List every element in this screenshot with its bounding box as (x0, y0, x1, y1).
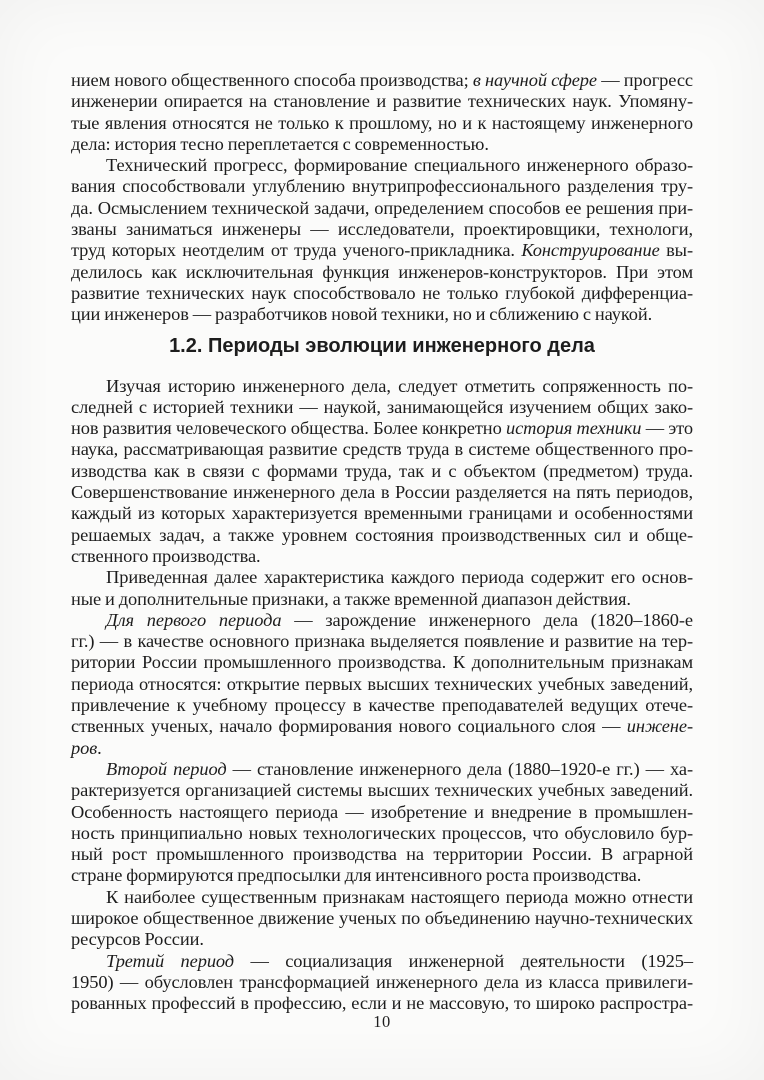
text-line (71, 674, 693, 695)
text-line (71, 397, 693, 418)
text-line (71, 759, 693, 780)
text-run: — это (641, 418, 693, 439)
text-line (71, 589, 693, 610)
text-run: стране формируются предпосылки для интенсивного роста производства. (71, 865, 642, 886)
text-run: — зарождение инженерного дела (1820–1860-е (281, 609, 693, 630)
text-line (71, 482, 693, 503)
text-run: нов развития человеческого общества. Более конкретно (71, 418, 506, 439)
text-run: делилось как исключительная функция инженеров-конструкторов. При этом (71, 261, 693, 282)
text-line (71, 418, 693, 439)
text-line (71, 738, 693, 759)
text-line (71, 929, 693, 950)
text-run: ность принципиально новых технологических процессов, что обусловило бур- (71, 822, 693, 843)
text-line (71, 951, 693, 972)
text-run: Приведенная далее характеристика каждого периода содержит его основ- (106, 567, 693, 588)
text-line (71, 546, 693, 567)
text-run: рактеризуется организацией системы высших технических учебных заведений. (71, 780, 693, 801)
text-line (71, 304, 693, 325)
text-line (71, 652, 693, 673)
text-line (71, 716, 693, 737)
text-run: дела: история тесно переплетается с современностью. (71, 133, 489, 154)
text-run: ресурсов России. (71, 929, 204, 950)
italic-text-run: история техники (505, 418, 642, 439)
text-run: — социализация инженерной деятельности (1925– (234, 950, 693, 971)
text-line (71, 461, 693, 482)
text-line (71, 631, 693, 652)
italic-text-run: ров (71, 737, 98, 758)
text-line (71, 908, 693, 929)
text-run: — прогресс (597, 70, 693, 90)
paragraph (71, 951, 693, 1015)
text-line (71, 844, 693, 865)
paragraph (71, 70, 693, 155)
text-run: тые явления относятся не только к прошлому, но и к настоящему инженерного (71, 112, 693, 133)
text-run: ные и дополнительные признаки, а также временной диапазон действия. (71, 588, 631, 609)
text-line (71, 610, 693, 631)
text-run: да. Осмыслением технической задачи, определением способов ее решения при- (71, 197, 693, 218)
text-run: 1950) — обусловлен трансформацией инженерного дела из класса привилеги- (71, 971, 693, 992)
text-run: широкое общественное движение ученых по объединению научно-технических (71, 907, 693, 928)
text-line (71, 780, 693, 801)
text-run: нием нового общественного способа производства; (71, 70, 473, 90)
text-line (71, 198, 693, 219)
text-run: ритории России промышленного производства. К дополнительным признакам (71, 652, 693, 673)
italic-text-run: Конструирование (521, 240, 660, 261)
text-line (71, 70, 693, 91)
text-run: ственного производства. (71, 545, 261, 566)
text-run: труд которых неотделим от труда ученого-прикладника. (71, 240, 522, 261)
text-line (71, 887, 693, 908)
text-line (71, 113, 693, 134)
text-line (71, 176, 693, 197)
paragraph (71, 155, 693, 325)
text-run: К наиболее существенным признакам настоящего периода можно отнести (106, 886, 693, 907)
text-line (71, 695, 693, 716)
italic-text-run: Для первого периода (106, 609, 282, 630)
text-run: привлечение к учебному процессу в качестве преподавателей ведущих отече- (71, 695, 693, 716)
text-run: ственных ученых, начало формирования нового социального слоя — (71, 716, 627, 737)
text-run: Совершенствование инженерного дела в России разделяется на пять периодов, (71, 482, 693, 503)
text-line (71, 525, 693, 546)
text-run: гг.) — в качестве основного признака выделяется появление и развитие на тер- (71, 631, 693, 652)
text-line (71, 972, 693, 993)
text-block (71, 70, 693, 1014)
text-run: периода относятся: открытие первых высших технических учебных заведений, (71, 673, 693, 694)
text-run: рованных профессий в профессию, если и не массовую, то широко распростра- (71, 993, 693, 1014)
paragraph (71, 887, 693, 951)
paragraph (71, 376, 693, 568)
paragraph (71, 610, 693, 759)
text-run: — становление инженерного дела (1880–1920-е гг.) — ха- (226, 758, 693, 779)
text-line (71, 283, 693, 304)
text-line (71, 823, 693, 844)
text-run: вы- (659, 240, 693, 261)
text-run: изводства как в связи с формами труда, так и с объектом (предметом) труда. (71, 460, 693, 481)
text-run: каждый из которых характеризуется временными границами и особенностями (71, 503, 693, 524)
italic-text-run: инжене- (626, 716, 693, 737)
text-line (71, 240, 693, 261)
text-run: ции инженеров — разработчиков новой техники, но и сближению с наукой. (71, 304, 653, 325)
text-run: решаемых задач, а также уровнем состояния производственных сил и обще- (71, 524, 693, 545)
text-run: званы заниматься инженеры — исследователи, проектировщики, технологи, (71, 219, 693, 240)
paragraph (71, 759, 693, 887)
text-line (71, 262, 693, 283)
text-line (71, 439, 693, 460)
text-run: Изучая историю инженерного дела, следует отметить сопряженность по- (106, 375, 693, 396)
text-line (71, 503, 693, 524)
text-line (71, 155, 693, 176)
text-run: . (97, 737, 102, 758)
italic-text-run: в научной сфере (472, 70, 598, 90)
text-run: вания способствовали углублению внутрипрофессионального разделения тру- (71, 176, 693, 197)
text-line (71, 376, 693, 397)
text-line (71, 802, 693, 823)
text-run: ный рост промышленного производства на территории России. В аграрной (71, 844, 693, 865)
text-line (71, 219, 693, 240)
text-run: развитие технических наук способствовало не только глубокой дифференциа- (71, 282, 693, 303)
section-heading: 1.2. Периоды эволюции инженерного дела (169, 334, 595, 357)
text-run: Технический прогресс, формирование специального инженерного образо- (106, 155, 693, 176)
text-run: следней с историей техники — наукой, занимающейся изучением общих зако- (71, 396, 693, 417)
text-line (71, 134, 693, 155)
text-run: инженерии опирается на становление и развитие технических наук. Упомяну- (71, 91, 693, 112)
text-line (71, 567, 693, 588)
text-line (71, 865, 693, 886)
text-line (71, 91, 693, 112)
page-number: 10 (373, 1012, 391, 1031)
italic-text-run: Третий период (106, 950, 235, 971)
italic-text-run: Второй период (106, 758, 227, 779)
text-run: Особенность настоящего периода — изобретение и внедрение в промышлен- (71, 801, 693, 822)
paragraph (71, 567, 693, 610)
text-run: наука, рассматривающая развитие средств труда в системе общественного про- (71, 439, 693, 460)
